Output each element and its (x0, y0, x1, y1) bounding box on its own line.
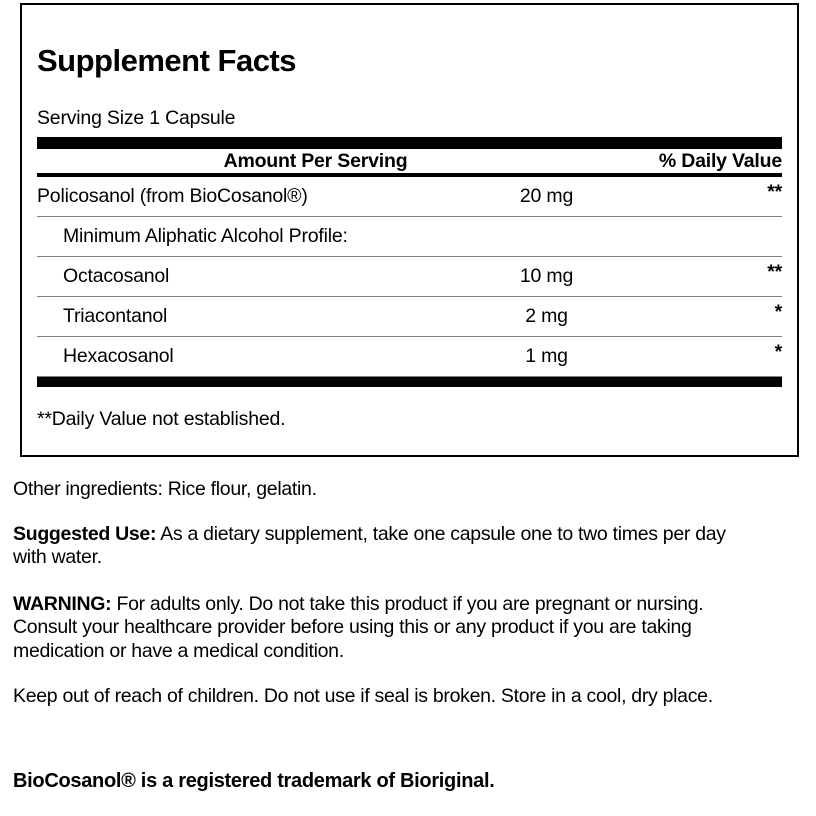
table-header-row (37, 149, 782, 173)
ingredient-daily-value: ** (767, 181, 782, 203)
dv-footnote: **Daily Value not established. (37, 408, 286, 430)
daily-value-header: % Daily Value (658, 149, 782, 172)
ingredient-name: Hexacosanol (63, 345, 174, 367)
suggested-use-text: As a dietary supplement, take one capsule one to two times per day with water. (13, 522, 726, 568)
serving-size: Serving Size 1 Capsule (37, 107, 236, 129)
table-row (37, 297, 782, 337)
ingredient-name: Octacosanol (63, 265, 170, 287)
ingredient-daily-value: * (774, 341, 782, 363)
suggested-use (13, 523, 743, 570)
ingredient-daily-value: * (774, 301, 782, 323)
table-row (37, 177, 782, 217)
ingredient-amount: 2 mg (525, 305, 568, 327)
table-row (37, 217, 782, 257)
trademark-note: BioCosanol® is a registered trademark of Bioriginal. (13, 769, 495, 792)
storage-note: Keep out of reach of children. Do not use if seal is broken. Store in a cool, dry place. (13, 685, 713, 707)
warning (13, 593, 743, 664)
warning-label: WARNING: (13, 592, 112, 615)
other-ingredients: Other ingredients: Rice flour, gelatin. (13, 478, 317, 500)
amount-per-serving-header: Amount Per Serving (223, 149, 408, 172)
divider-thick-bottom (37, 377, 782, 387)
ingredient-name: Triacontanol (63, 305, 168, 327)
ingredient-daily-value: ** (767, 261, 782, 283)
supplement-facts-panel (20, 3, 799, 457)
ingredient-name: Policosanol (from BioCosanol®) (37, 185, 308, 207)
divider-thick-top (37, 137, 782, 149)
warning-text: For adults only. Do not take this product if you are pregnant or nursing. Consult your healthcare provider before using this or any product if you are taking medication or have a medical condition. (13, 592, 704, 662)
suggested-use-label: Suggested Use: (13, 522, 157, 545)
label-info-section (13, 456, 743, 793)
panel-title: Supplement Facts (37, 43, 296, 78)
ingredient-amount: 10 mg (519, 265, 574, 287)
ingredient-amount: 20 mg (519, 185, 574, 207)
ingredient-name: Minimum Aliphatic Alcohol Profile: (63, 225, 348, 247)
ingredient-amount: 1 mg (525, 345, 568, 367)
table-row (37, 337, 782, 377)
table-row (37, 257, 782, 297)
